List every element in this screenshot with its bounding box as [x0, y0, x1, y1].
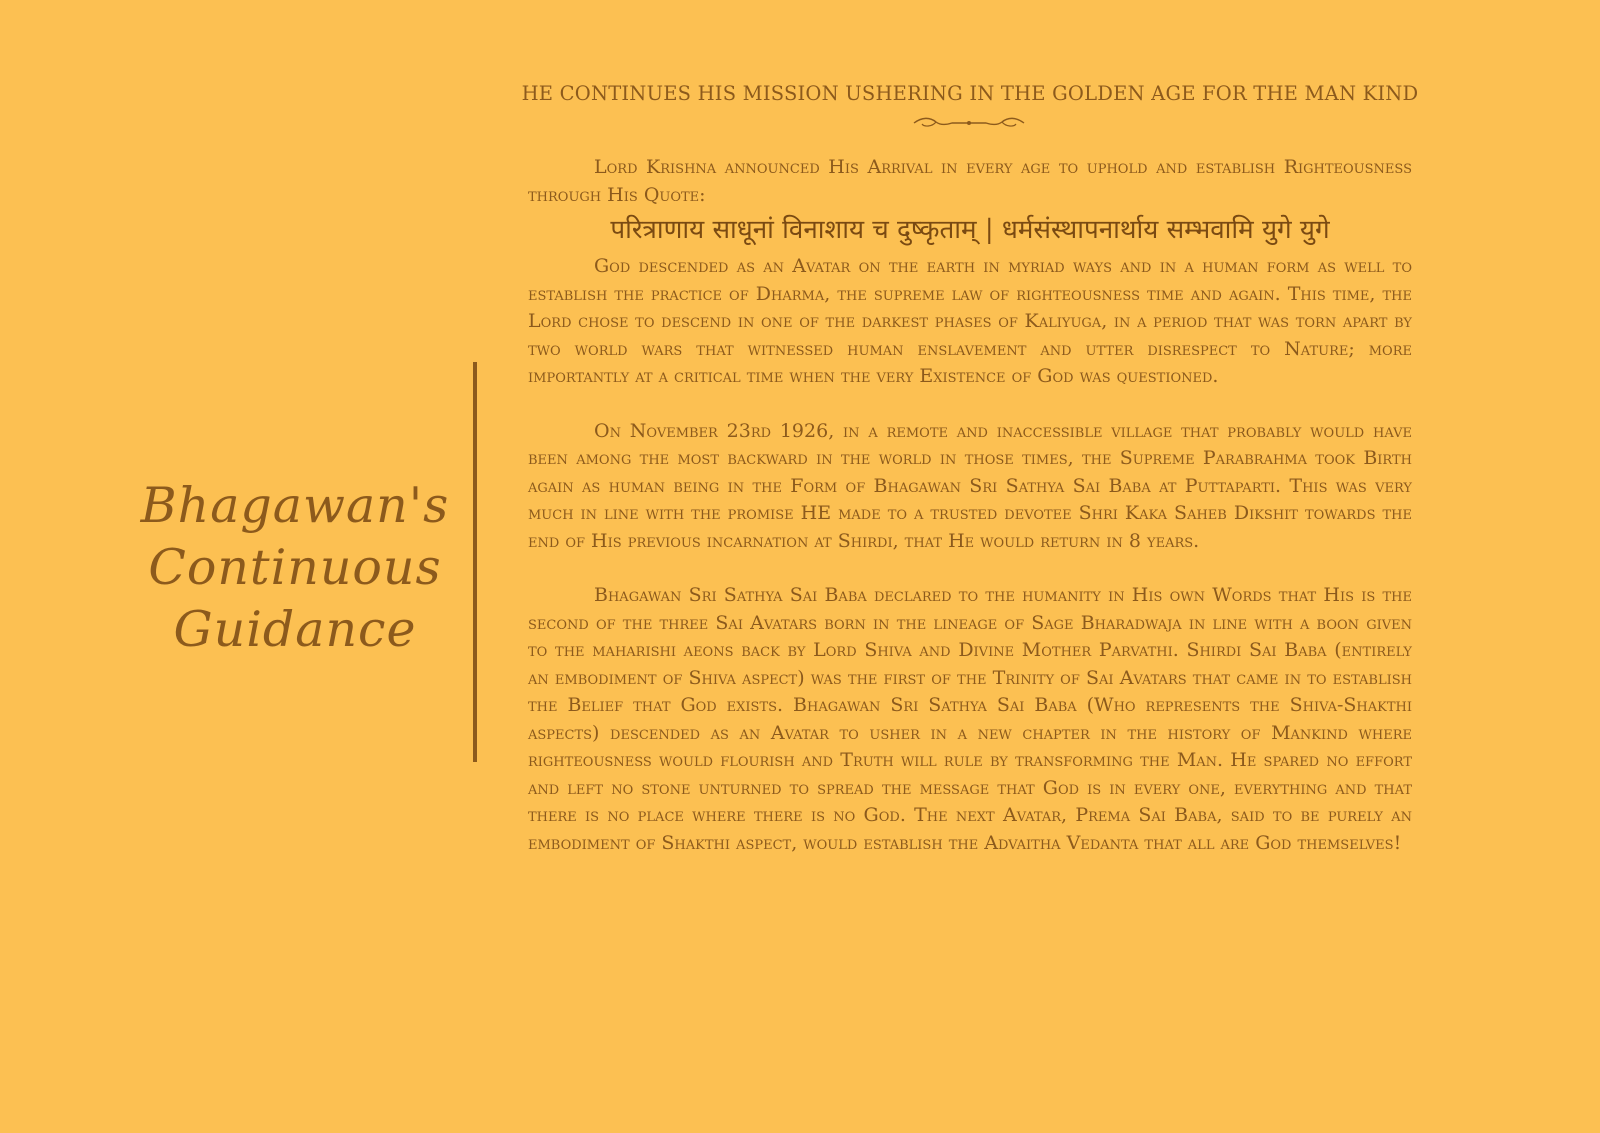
sanskrit-quote: परित्राणाय साधूनां विनाशाय च दुष्कृताम् | धर्मसंस्थापनार्थाय सम्भवामि युगे युगे [610, 215, 1330, 245]
section-header: HE CONTINUES HIS MISSION USHERING IN THE GOLDEN AGE FOR THE MAN KIND [521, 82, 1419, 105]
page-title [120, 475, 470, 661]
vertical-divider [473, 362, 477, 762]
title-line-3: Guidance [173, 601, 417, 658]
title-line-1: Bhagawan's [140, 477, 450, 534]
intro-paragraph: Lord Krishna announced His Arrival in every age to uphold and establish Righteousness through His Quote: [528, 156, 1412, 206]
paragraph-2: On November 23rd 1926, in a remote and inaccessible village that probably would have been among the most backward in the world in those times, the Supreme Parabrahma took Birth again as human being in the Form of Bhagawan Sri Sathya Sai Baba at Puttaparti. This was very much in line with the promise HE made to a trusted devotee Shri Kaka Saheb Dikshit towards the end of His previous incarnation at Shirdi, that He would return in 8 years. [528, 419, 1413, 552]
paragraph-3: Bhagawan Sri Sathya Sai Baba declared to the humanity in His own Words that His is the second of the three Sai Avatars born in the lineage of Sage Bharadwaja in line with a boon given to the maharishi aeons back by Lord Shiva and Divine Mother Parvathi. Shirdi Sai Baba (entirely an embodiment of Shiva aspect) was the first of the Trinity of Sai Avatars that came in to establish the Belief that God exists. Bhagawan Sri Sathya Sai Baba (Who represents the Shiva-Shakthi aspects) descended as an Avatar to usher in a new chapter in the history of Mankind where righteousness would flourish and Truth will rule by transforming the Man. He spared no effort and left no stone unturned to spread the message that God is in every one, everything and that there is no place where there is no God. The next Avatar, Prema Sai Baba, said to be purely an embodiment of Shakthi aspect, would establish the Advaitha Vedanta that all are God themselves! [528, 584, 1412, 854]
body-text [528, 154, 1412, 857]
paragraph-1: God descended as an Avatar on the earth in myriad ways and in a human form as well to establish the practice of Dharma, the supreme law of righteousness time and again. This time, the Lord chose to descend in one of the darkest phases of Kaliyuga, in a period that was torn apart by two world wars that witnessed human enslavement and utter disrespect to Nature; more importantly at a critical time when the very Existence of God was questioned. [528, 255, 1412, 387]
title-line-2: Continuous [148, 539, 442, 596]
ornament-divider-icon [910, 116, 1028, 130]
